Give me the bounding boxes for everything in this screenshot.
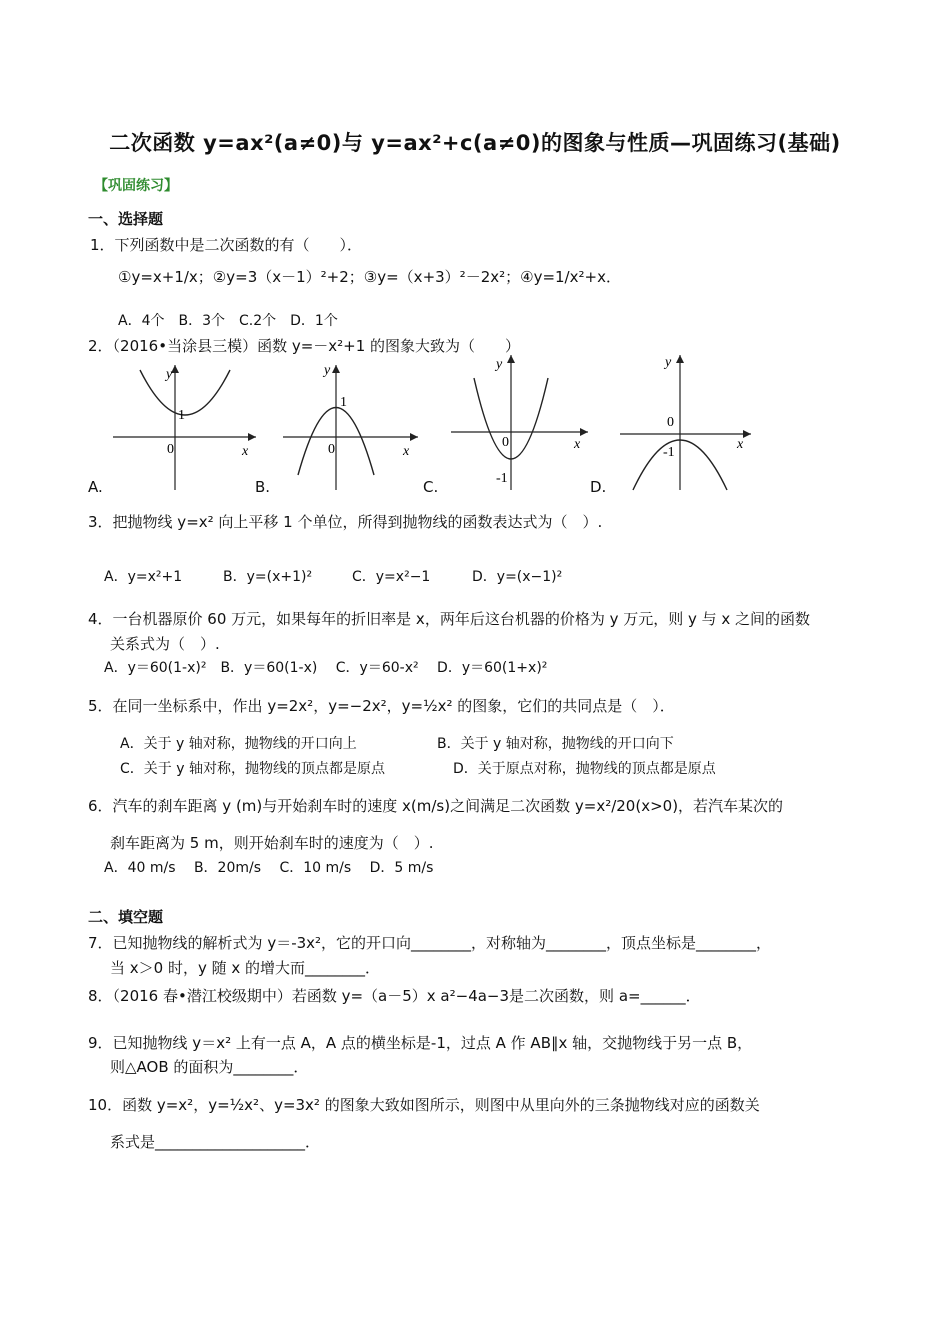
svg-text:0: 0: [328, 442, 335, 457]
q7-line2: 当 x＞0 时，y 随 x 的增大而________．: [110, 959, 381, 977]
svg-text:y: y: [324, 363, 331, 378]
svg-text:0: 0: [502, 435, 509, 450]
q2-label-a: A.: [88, 478, 103, 496]
svg-text:0: 0: [167, 442, 174, 457]
page-title: 二次函数 y=ax²(a≠0)与 y=ax²+c(a≠0)的图象与性质—巩固练习(基础): [109, 131, 841, 155]
q3-stem: 3．把抛物线 y=x² 向上平移 1 个单位，所得到抛物线的函数表达式为（ ）.: [88, 513, 603, 531]
q9-line1: 9．已知抛物线 y＝x² 上有一点 A，A 点的横坐标是-1，过点 A 作 AB∥x 轴，交抛物线于另一点 B，: [88, 1034, 753, 1052]
svg-text:x: x: [403, 444, 410, 459]
q6-stem-line2: 刹车距离为 5 m，则开始刹车时的速度为（ ）.: [110, 834, 434, 852]
graph-c: [446, 350, 596, 495]
svg-text:0: 0: [667, 415, 674, 430]
svg-text:y: y: [496, 357, 503, 372]
q9-line2: 则△AOB 的面积为________．: [110, 1058, 309, 1076]
section-choice: 一、选择题: [88, 210, 164, 228]
q8: 8．（2016 春•潜江校级期中）若函数 y=（a－5）x a²−4a−3是二次函数，则 a=______．: [88, 987, 701, 1005]
q7-line1: 7．已知抛物线的解析式为 y＝-3x²，它的开口向________，对称轴为________，顶点坐标是________，: [88, 934, 772, 952]
q1-options: A．4个 B．3个 C.2个 D．1个: [118, 313, 338, 329]
svg-text:x: x: [242, 444, 249, 459]
q5-option-c: C．关于 y 轴对称，抛物线的顶点都是原点: [120, 761, 385, 777]
q2-label-b: B.: [255, 478, 271, 496]
q5-option-b: B．关于 y 轴对称，抛物线的开口向下: [437, 736, 674, 752]
q4-stem-line2: 关系式为（ ）.: [110, 635, 220, 653]
q4-options: A．y＝60(1-x)² B．y＝60(1-x) C．y＝60-x² D．y＝60(1+x)²: [104, 660, 548, 676]
svg-text:y: y: [665, 355, 672, 370]
svg-text:x: x: [737, 437, 744, 452]
q3-option-a: A．y=x²+1: [104, 569, 183, 585]
q10-line1: 10．函数 y=x²，y=½x²、y=3x² 的图象大致如图所示，则图中从里向外的三条抛物线对应的函数关: [88, 1096, 760, 1114]
q3-option-c: C．y=x²−1: [352, 569, 431, 585]
svg-text:y: y: [166, 367, 173, 382]
q3-option-b: B．y=(x+1)²: [223, 569, 313, 585]
q1-stem: 1．下列函数中是二次函数的有（ ）．: [90, 236, 363, 254]
q1-items: ①y=x+1/x；②y=3（x－1）²+2；③y=（x+3）²－2x²；④y=1/x²+x．: [118, 268, 621, 286]
q2-stem: 2．（2016•当涂县三模）函数 y=－x²+1 的图象大致为（ ）: [88, 337, 521, 355]
q6-stem-line1: 6．汽车的刹车距离 y (m)与开始刹车时的速度 x(m/s)之间满足二次函数 y=x²/20(x>0)，若汽车某次的: [88, 797, 784, 815]
svg-text:-1: -1: [663, 445, 675, 460]
svg-text:1: 1: [340, 395, 347, 410]
q5-stem: 5．在同一坐标系中，作出 y=2x²，y=−2x²，y=½x² 的图象，它们的共同点是（ ）．: [88, 697, 675, 715]
graph-a: [108, 360, 258, 495]
q2-label-c: C.: [423, 478, 439, 496]
q3-option-d: D．y=(x−1)²: [472, 569, 563, 585]
q5-option-a: A．关于 y 轴对称，抛物线的开口向上: [120, 736, 357, 752]
svg-text:x: x: [574, 437, 581, 452]
q2-label-d: D.: [590, 478, 607, 496]
q4-stem-line1: 4．一台机器原价 60 万元，如果每年的折旧率是 x，两年后这台机器的价格为 y 万元，则 y 与 x 之间的函数: [88, 610, 811, 628]
q5-option-d: D．关于原点对称，抛物线的顶点都是原点: [453, 761, 716, 777]
q10-line2: 系式是____________________．: [110, 1133, 321, 1151]
graph-d: [615, 350, 765, 495]
q6-options: A．40 m/s B．20m/s C．10 m/s D．5 m/s: [104, 860, 434, 876]
section-fill: 二、填空题: [88, 908, 164, 926]
section-tag: 【巩固练习】: [94, 178, 178, 194]
svg-text:1: 1: [178, 408, 185, 423]
svg-text:-1: -1: [496, 471, 508, 486]
graph-b: [278, 360, 428, 495]
